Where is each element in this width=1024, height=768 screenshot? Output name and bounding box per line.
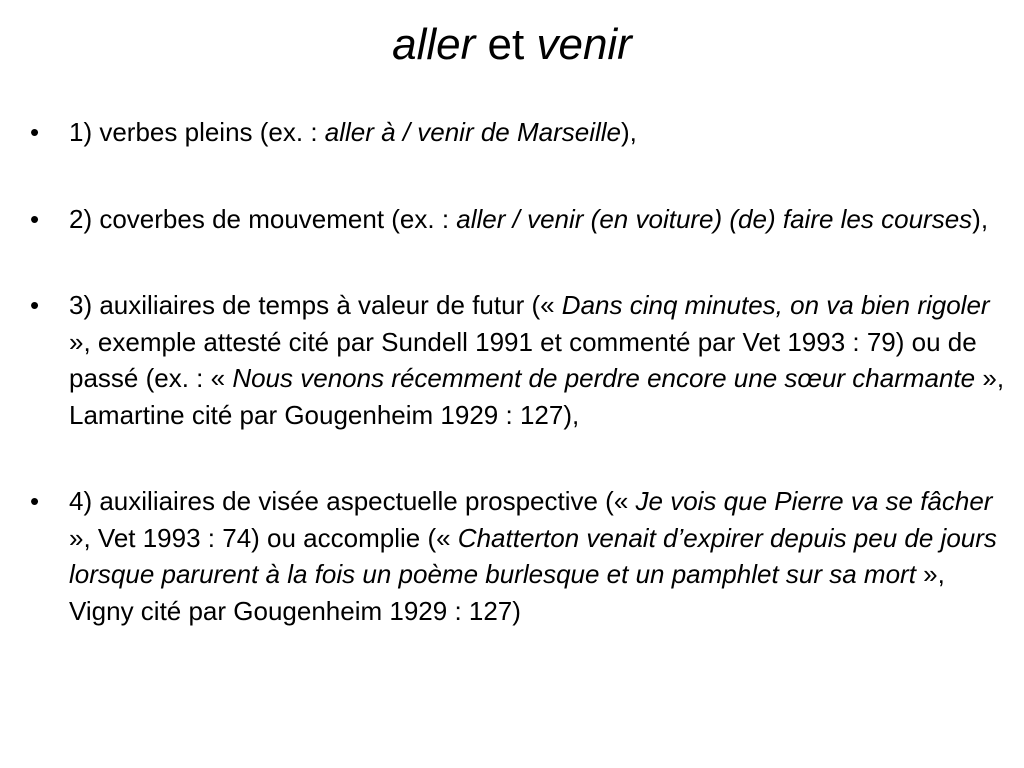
- bullet-4-example-1: Je vois que Pierre va se fâcher: [635, 486, 993, 516]
- title-venir: venir: [536, 20, 632, 69]
- bullet-icon: •: [30, 486, 40, 516]
- bullet-3-text-2: », exemple attesté cité par Sundell 1991 et commenté par Vet 1993 : 79) ou de passé (ex. : «: [69, 326, 977, 393]
- bullet-icon: •: [30, 290, 40, 320]
- bullet-item-1: [30, 114, 1005, 151]
- bullet-4-example-2: Chatterton venait d’expirer depuis peu de jours lorsque parurent à la fois un poème burlesque et un pamphlet sur sa mort: [69, 522, 997, 589]
- bullet-item-3: [30, 287, 1005, 433]
- bullet-4-text: 4) auxiliaires de visée aspectuelle prospective («: [69, 486, 636, 516]
- title-et: et: [475, 20, 537, 69]
- bullet-2-end: ),: [972, 203, 989, 234]
- bullet-list: [30, 114, 1005, 629]
- bullet-3-example-2: Nous venons récemment de perdre encore une sœur charmante: [232, 363, 976, 393]
- bullet-4-end: », Vigny cité par Gougenheim 1929 : 127): [69, 559, 945, 626]
- bullet-icon: •: [30, 203, 40, 234]
- bullet-1-text: 1) verbes pleins (ex. :: [69, 117, 325, 147]
- slide-title: [0, 18, 1024, 72]
- bullet-3-end: », Lamartine cité par Gougenheim 1929 : 127),: [69, 363, 1005, 430]
- bullet-2-example: aller / venir (en voiture) (de) faire les courses: [456, 203, 973, 234]
- bullet-item-4: [30, 483, 1005, 629]
- bullet-1-end: ),: [621, 117, 637, 147]
- bullet-item-2: [30, 201, 1005, 238]
- bullet-1-example: aller à / venir de Marseille: [324, 117, 622, 147]
- bullet-2-text: 2) coverbes de mouvement (ex. :: [69, 203, 457, 234]
- bullet-icon: •: [30, 117, 40, 147]
- bullet-4-text-2: », Vet 1993 : 74) ou accomplie («: [69, 522, 458, 553]
- bullet-3-text: 3) auxiliaires de temps à valeur de futur («: [69, 290, 562, 320]
- bullet-3-example-1: Dans cinq minutes, on va bien rigoler: [561, 290, 990, 320]
- title-aller: aller: [392, 20, 476, 69]
